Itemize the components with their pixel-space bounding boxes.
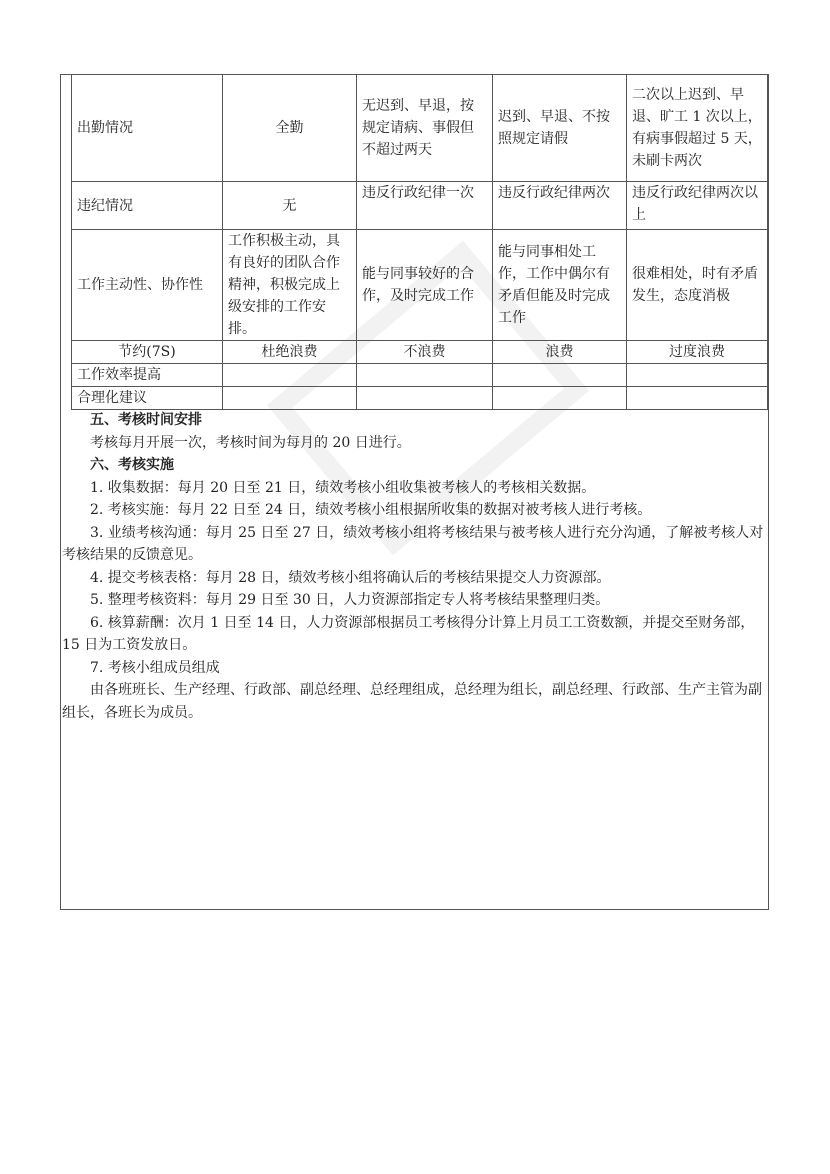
- level-good: 能与同事较好的合作，及时完成工作: [357, 230, 493, 341]
- level-poor: 很难相处，时有矛盾发生，态度消极: [627, 230, 768, 341]
- row-item: 工作效率提高: [72, 364, 223, 387]
- section-heading: 六、考核实施: [90, 457, 174, 473]
- paragraph: 考核每月开展一次，考核时间为每月的 20 日进行。: [90, 434, 411, 451]
- level-excellent: 全勤: [223, 75, 357, 182]
- list-item: 5. 整理考核资料：每月 29 日至 30 日，人力资源部指定专人将考核结果整理归类。: [90, 592, 610, 608]
- table-row: [72, 341, 768, 364]
- level-fair: 浪费: [493, 341, 627, 364]
- level-poor: 二次以上迟到、早退、旷工 1 次以上，有病事假超过 5 天，未刷卡两次: [627, 75, 768, 182]
- level-good: [357, 387, 493, 410]
- level-excellent: 杜绝浪费: [223, 341, 357, 364]
- list-item: 1. 收集数据：每月 20 日至 21 日，绩效考核小组收集被考核人的考核相关数据。: [90, 479, 596, 496]
- table-row: [72, 230, 768, 341]
- row-item: 违纪情况: [72, 182, 223, 230]
- level-excellent: [223, 364, 357, 387]
- assessment-table: [71, 74, 768, 410]
- list-item: 2. 考核实施：每月 22 日至 24 日，绩效考核小组根据所收集的数据对被考核人进行考核。: [90, 502, 652, 518]
- level-poor: [627, 364, 768, 387]
- table-row: [72, 364, 768, 387]
- level-good: 违反行政纪律一次: [357, 182, 493, 230]
- level-fair: [493, 364, 627, 387]
- level-poor: 违反行政纪律两次以上: [627, 182, 768, 230]
- row-item: 工作主动性、协作性: [72, 230, 223, 341]
- level-fair: 违反行政纪律两次: [493, 182, 627, 230]
- list-item: 6. 核算薪酬：次月 1 日至 14 日，人力资源部根据员工考核得分计算上月员工工资数额，并提交至财务部，15 日为工资发放日。: [62, 614, 755, 653]
- row-item: 节约(7S): [72, 341, 223, 364]
- table-row: [72, 182, 768, 230]
- level-poor: [627, 387, 768, 410]
- level-fair: 迟到、早退、不按照规定请假: [493, 75, 627, 182]
- paragraph: 由各班班长、生产经理、行政部、副总经理、总经理组成，总经理为组长，副总经理、行政部、生产主管为副组长，各班长为成员。: [62, 682, 762, 721]
- list-item: 4. 提交考核表格：每月 28 日，绩效考核小组将确认后的考核结果提交人力资源部。: [90, 569, 611, 586]
- list-item: 3. 业绩考核沟通：每月 25 日至 27 日，绩效考核小组将考核结果与被考核人进行充分沟通，了解被考核人对考核结果的反馈意见。: [62, 524, 764, 563]
- table-row: [72, 387, 768, 410]
- list-item: 7. 考核小组成员组成: [90, 659, 220, 676]
- level-fair: [493, 387, 627, 410]
- level-excellent: [223, 387, 357, 410]
- document-body: [62, 409, 767, 724]
- section-heading: 五、考核时间安排: [90, 412, 202, 428]
- row-item: 出勤情况: [72, 75, 223, 182]
- level-good: 不浪费: [357, 341, 493, 364]
- level-excellent: 无: [223, 182, 357, 230]
- table-row: [72, 75, 768, 182]
- level-good: [357, 364, 493, 387]
- row-item: 合理化建议: [72, 387, 223, 410]
- level-fair: 能与同事相处工作，工作中偶尔有矛盾但能及时完成工作: [493, 230, 627, 341]
- level-good: 无迟到、早退，按规定请病、事假但不超过两天: [357, 75, 493, 182]
- level-excellent: 工作积极主动，具有良好的团队合作精神，积极完成上级安排的工作安排。: [223, 230, 357, 341]
- level-poor: 过度浪费: [627, 341, 768, 364]
